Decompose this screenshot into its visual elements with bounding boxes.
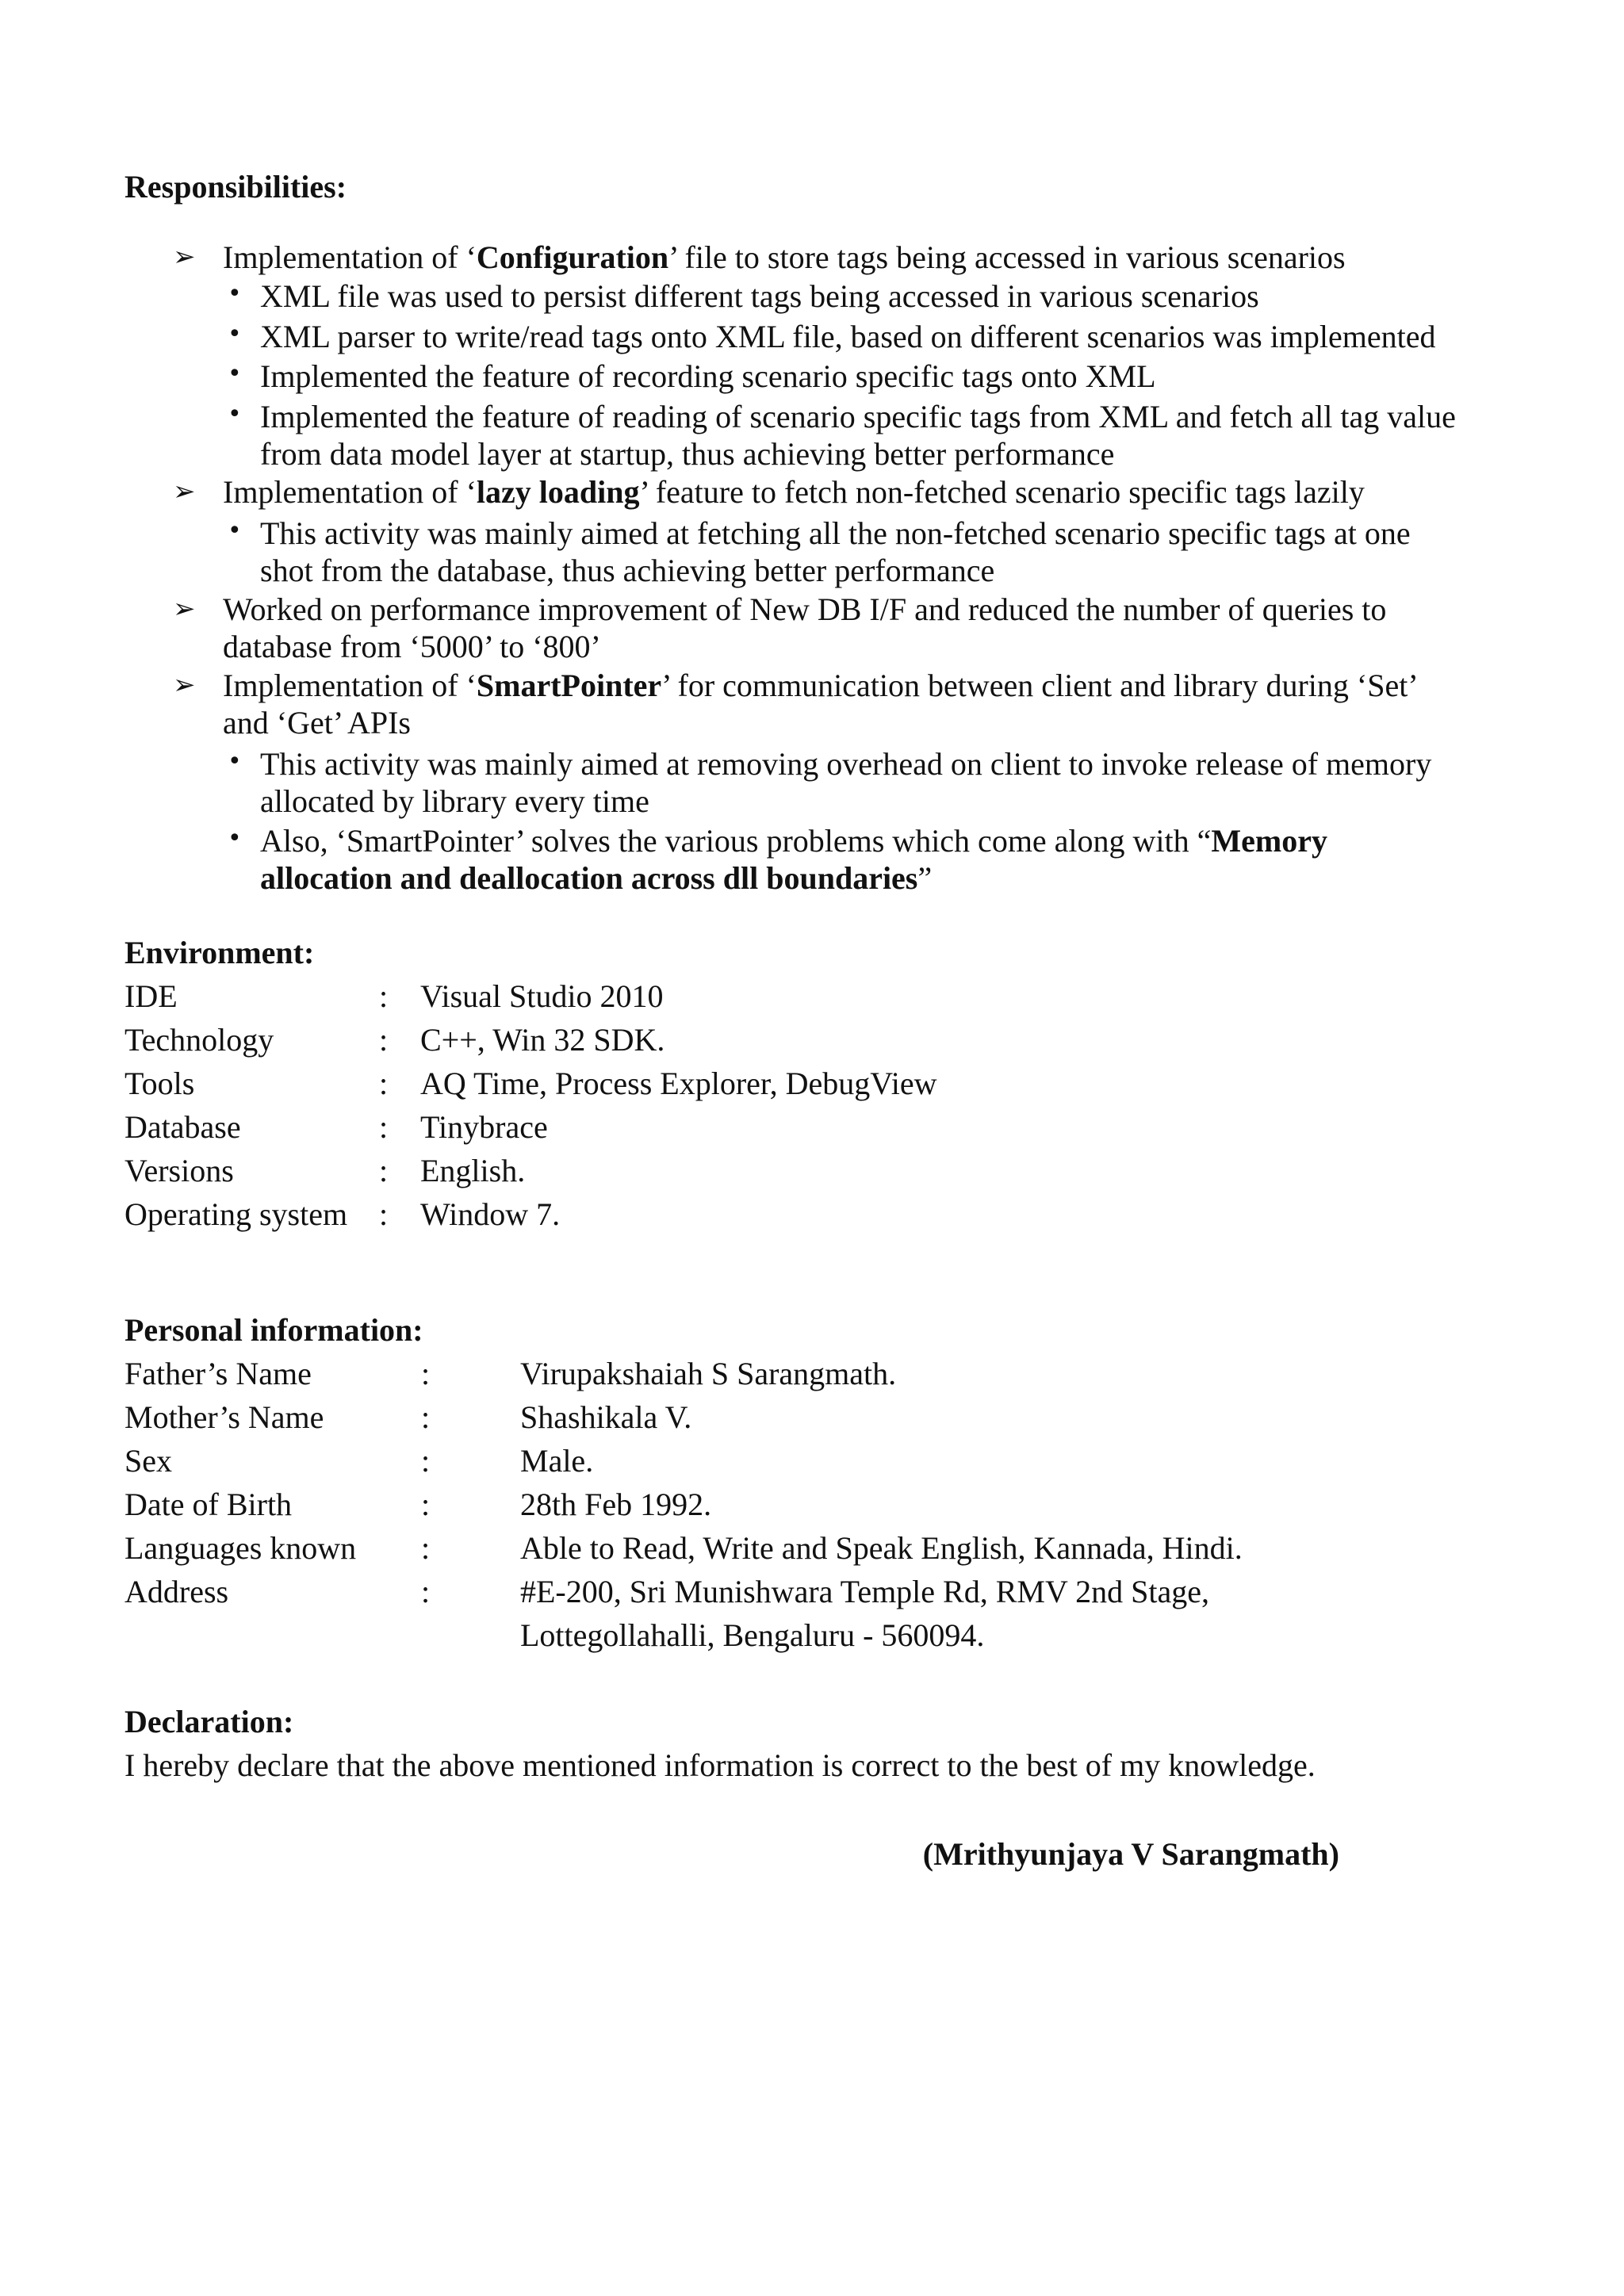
signature: (Mrithyunjaya V Sarangmath) [922,1836,1339,1872]
personal-key: Sex [124,1443,172,1479]
env-colon: : [379,978,389,1014]
env-key: Operating system [124,1196,348,1232]
declaration-heading: Declaration: [124,1704,294,1739]
personal-key: Languages known [124,1530,357,1566]
env-colon: : [379,1022,389,1058]
personal-colon: : [421,1356,431,1391]
personal-value: #E-200, Sri Munishwara Temple Rd, RMV 2nd Stage, [520,1574,1210,1609]
env-value: AQ Time, Process Explorer, DebugView [420,1066,937,1101]
personal-key: Mother’s Name [124,1399,324,1435]
sub-item-continuation: shot from the database, thus achieving better performance [260,553,995,588]
dot-bullet-icon: • [228,825,242,852]
dot-bullet-icon: • [228,517,242,545]
personal-colon: : [421,1530,431,1566]
arrow-bullet-icon: ➢ [173,669,196,701]
sub-item: This activity was mainly aimed at fetching all the non-fetched scenario specific tags at one [260,515,1411,551]
personal-colon: : [421,1574,431,1609]
env-value: English. [420,1153,526,1188]
personal-key: Address [124,1574,229,1609]
env-key: Tools [124,1066,195,1101]
env-key: IDE [124,978,178,1014]
personal-colon: : [421,1487,431,1522]
dot-bullet-icon: • [228,320,242,348]
environment-heading: Environment: [124,935,315,970]
personal-value: Able to Read, Write and Speak English, Kannada, Hindi. [520,1530,1243,1566]
env-colon: : [379,1066,389,1101]
personal-key: Date of Birth [124,1487,293,1522]
env-value: Tinybrace [420,1109,548,1145]
declaration-text: I hereby declare that the above mentioned information is correct to the best of my knowledge. [124,1747,1316,1783]
arrow-bullet-icon: ➢ [173,593,196,625]
env-colon: : [379,1153,389,1188]
personal-value: 28th Feb 1992. [520,1487,712,1522]
responsibility-item-continuation: database from ‘5000’ to ‘800’ [223,629,601,664]
personal-value: Virupakshaiah S Sarangmath. [520,1356,897,1391]
env-colon: : [379,1109,389,1145]
env-colon: : [379,1196,389,1232]
sub-item: Implemented the feature of reading of scenario specific tags from XML and fetch all tag value [260,399,1456,434]
personal-value: Shashikala V. [520,1399,692,1435]
responsibility-item: Implementation of ‘Configuration’ file to store tags being accessed in various scenarios [223,239,1346,275]
personal-information-heading: Personal information: [124,1312,423,1348]
sub-item-continuation: allocation and deallocation across dll boundaries” [260,860,933,896]
dot-bullet-icon: • [228,400,242,428]
sub-item: This activity was mainly aimed at removing overhead on client to invoke release of memory [260,746,1432,782]
sub-item: XML file was used to persist different tags being accessed in various scenarios [260,278,1259,314]
env-key: Database [124,1109,241,1145]
personal-colon: : [421,1443,431,1479]
env-value: Visual Studio 2010 [420,978,664,1014]
personal-value: Male. [520,1443,594,1479]
personal-key: Father’s Name [124,1356,312,1391]
responsibility-item: Worked on performance improvement of New DB I/F and reduced the number of queries to [223,591,1387,627]
sub-item: XML parser to write/read tags onto XML file, based on different scenarios was implemented [260,319,1436,354]
personal-colon: : [421,1399,431,1435]
sub-item: Also, ‘SmartPointer’ solves the various problems which come along with “Memory [260,823,1328,859]
address-line-2: Lottegollahalli, Bengaluru - 560094. [520,1617,985,1653]
sub-item-continuation: from data model layer at startup, thus achieving better performance [260,436,1115,472]
sub-item-continuation: allocated by library every time [260,783,649,819]
dot-bullet-icon: • [228,360,242,388]
dot-bullet-icon: • [228,280,242,308]
arrow-bullet-icon: ➢ [173,476,196,507]
env-key: Technology [124,1022,274,1058]
responsibilities-heading: Responsibilities: [124,169,347,205]
env-value: Window 7. [420,1196,561,1232]
sub-item: Implemented the feature of recording scenario specific tags onto XML [260,358,1156,394]
responsibility-item: Implementation of ‘lazy loading’ feature to fetch non-fetched scenario specific tags lazily [223,474,1365,510]
responsibility-item: Implementation of ‘SmartPointer’ for communication between client and library during ‘Set’ [223,668,1419,703]
responsibility-item-continuation: and ‘Get’ APIs [223,705,411,740]
dot-bullet-icon: • [228,748,242,775]
env-key: Versions [124,1153,234,1188]
env-value: C++, Win 32 SDK. [420,1022,665,1058]
arrow-bullet-icon: ➢ [173,241,196,273]
